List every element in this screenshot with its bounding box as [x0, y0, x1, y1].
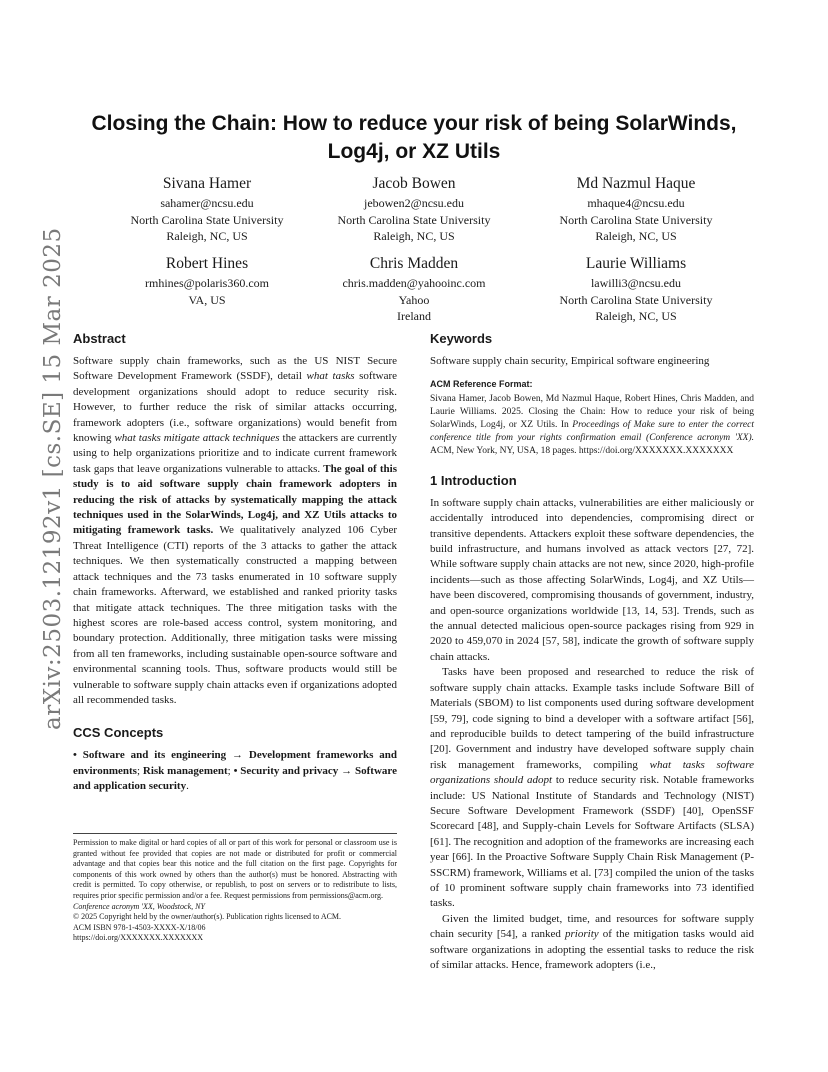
author-name: Chris Madden: [369, 255, 459, 272]
intro-paragraph: Given the limited budget, time, and resources for software supply chain security [54], a ranked priority of the mitigation tasks would aid software organizations in adopting the essential tasks to reduce the risk of similar attacks. Hence, framework adopters (i.e.,: [430, 912, 755, 971]
abstract-text: Software supply chain frameworks, such as the US NIST Secure Software Development Framework (SSDF), detail what tasks software development organizations should adopt to reduce security risk. However, to further reduce the risk of similar attacks occurring, framework adopters (i.e., software organizations) would benefit from knowing what tasks mitigate attack techniques the attackers are currently using to help organizations prioritize and to indicate current framework task gaps that leave organizations vulnerable to attacks. The goal of this study is to aid software supply chain framework adopters in reducing the risk of attacks by systematically mapping the attack techniques used in the SolarWinds, Log4j, and XZ Utils attacks to mitigating framework tasks. We qualitatively analyzed 106 Cyber Threat Intelligence (CTI) reports of the 3 attacks to gather the attack techniques. We then systematically constructed a mapping between attack techniques and the 73 tasks enumerated in 10 software supply chain frameworks. Afterward, we established and ranked priority tasks that mitigate attack techniques. The three mitigation tasks with the highest scores are role-based access control, system monitoring, and boundary protection. Additionally, three mitigation tasks were missing from all ten frameworks, including sustainable open-source software and environmental scanning tools. Thus, software products would still be vulnerable to software supply chain attacks even if organizations adopted all recommended tasks.: [73, 355, 397, 706]
permission-text: Permission to make digital or hard copies of all or part of this work for personal or classroom use is granted without fee provided that copies are not made or distributed for profit or commercial advantage and that copies bear this notice and the full citation on the first page. Copyrights for components of this work owned by others than the author(s) must be honored. Abstracting with credit is permitted. To copy otherwise, or republish, to post on servers or to redistribute to lists, requires prior specific permission and/or a fee. Request permissions from permissions@acm.org.: [73, 838, 397, 900]
author-affiliation: Yahoo: [398, 292, 430, 307]
author-card: [309, 255, 519, 325]
arxiv-id: arXiv:2503.12192v1 [cs.SE] 15 Mar 2025: [40, 227, 66, 730]
author-affiliation: North Carolina State University: [559, 212, 713, 227]
intro-paragraph: Tasks have been proposed and researched to reduce the risk of software supply chain attacks. Example tasks include Software Bill of Materials (SBOM) to list components used during software development [59, 79], code signing to bind a developer with a software artifact [56], and reproducible builds to detect tampering of the build infrastructure [20]. Government and industry have developed software supply chain risk management frameworks, compiling what tasks software organizations should adopt to reduce security risk. Notable frameworks include: US National Institute of Standards and Technology (NIST) Secure Software Development Framework (SSDF) [40], OpenSSF Scorecard [48], and Supply-chain Levels for Software Artifacts (SLSA) [61]. The recognition and adoption of the frameworks are increasing each year [66]. In the Proactive Software Supply Chain Risk Management (P-SSCRM) framework, Williams et al. [73] compiled the union of the tasks of 10 prominent software supply chain frameworks into 73 identified tasks.: [430, 666, 754, 910]
paper-title: Closing the Chain: How to reduce your risk of being SolarWinds, Log4j, or XZ Utils: [91, 112, 737, 163]
author-email: lawilli3@ncsu.edu: [590, 276, 682, 290]
author-email: chris.madden@yahooinc.com: [342, 276, 486, 290]
ccs-heading: CCS Concepts: [73, 725, 164, 741]
author-location: Ireland: [397, 309, 431, 323]
permission-footnote: [73, 833, 397, 944]
keywords-heading: Keywords: [430, 331, 493, 346]
left-column: [73, 330, 397, 795]
author-name: Sivana Hamer: [162, 175, 252, 192]
author-email: rmhines@polaris360.com: [144, 276, 270, 290]
intro-paragraph: In software supply chain attacks, vulnerabilities are either maliciously or accidentally introduced into dependencies, compromising direct or transitive dependents. Attackers exploit these software dependencies, the build infrastructure, and humans involved as attack vectors [27, 72]. While software supply chain attacks are not new, since 2020, high-profile incidents—such as those affecting SolarWinds, Log4j, and XZ Utils—have been discovered, compromising thousands of government, industry, and open-source organizations worldwide [13, 14, 53]. Trends, such as the annual detected malicious open-source packages rising from 929 in 2020 to 459,070 in 2024 [57, 58], indicate the growth of software supply chain attacks.: [430, 496, 754, 663]
acm-reference-heading: ACM Reference Format:: [430, 379, 533, 390]
author-card: [102, 175, 312, 245]
conference-line: Conference acronym 'XX, Woodstock, NY: [73, 901, 205, 911]
author-name: Robert Hines: [165, 255, 249, 272]
keywords-text: Software supply chain security, Empirical software engineering: [430, 355, 710, 367]
author-location: Raleigh, NC, US: [595, 309, 677, 323]
author-email: mhaque4@ncsu.edu: [587, 196, 685, 210]
author-card: [531, 255, 741, 325]
author-location: Raleigh, NC, US: [373, 229, 455, 243]
author-card: [309, 175, 519, 245]
copyright-line: © 2025 Copyright held by the owner/author(s). Publication rights licensed to ACM.: [73, 912, 342, 922]
author-card: [531, 175, 741, 245]
right-column: [430, 330, 754, 973]
author-affiliation: VA, US: [188, 292, 226, 307]
intro-heading: 1 Introduction: [430, 472, 517, 488]
author-name: Md Nazmul Haque: [576, 175, 696, 192]
author-name: Jacob Bowen: [372, 175, 456, 192]
doi-line: https://doi.org/XXXXXXX.XXXXXXX: [73, 933, 204, 943]
author-affiliation: North Carolina State University: [559, 292, 713, 307]
author-email: sahamer@ncsu.edu: [160, 196, 254, 210]
acm-reference-text: Sivana Hamer, Jacob Bowen, Md Nazmul Haque, Robert Hines, Chris Madden, and Laurie Williams. 2025. Closing the Chain: How to reduce your risk of being SolarWinds, Log4j, or XZ Utils. In Proceedings of Make sure to enter the correct conference title from your rights confirmation email (Conference acronym 'XX). ACM, New York, NY, USA, 18 pages. https://doi.org/XXXXXXX.XXXXXXX: [430, 393, 754, 456]
isbn-line: ACM ISBN 978-1-4503-XXXX-X/18/06: [73, 922, 206, 932]
arxiv-stamp: [20, 227, 66, 730]
abstract-heading: Abstract: [73, 331, 126, 346]
author-affiliation: North Carolina State University: [337, 212, 491, 227]
ccs-text: • Software and its engineering → Development frameworks and environments; Risk management; • Security and privacy → Software and application security.: [73, 749, 397, 793]
author-name: Laurie Williams: [585, 255, 687, 272]
author-affiliation: North Carolina State University: [130, 212, 284, 227]
author-location: Raleigh, NC, US: [595, 229, 677, 243]
author-email: jebowen2@ncsu.edu: [363, 196, 465, 210]
author-card: [102, 255, 312, 308]
author-location: Raleigh, NC, US: [166, 229, 248, 243]
